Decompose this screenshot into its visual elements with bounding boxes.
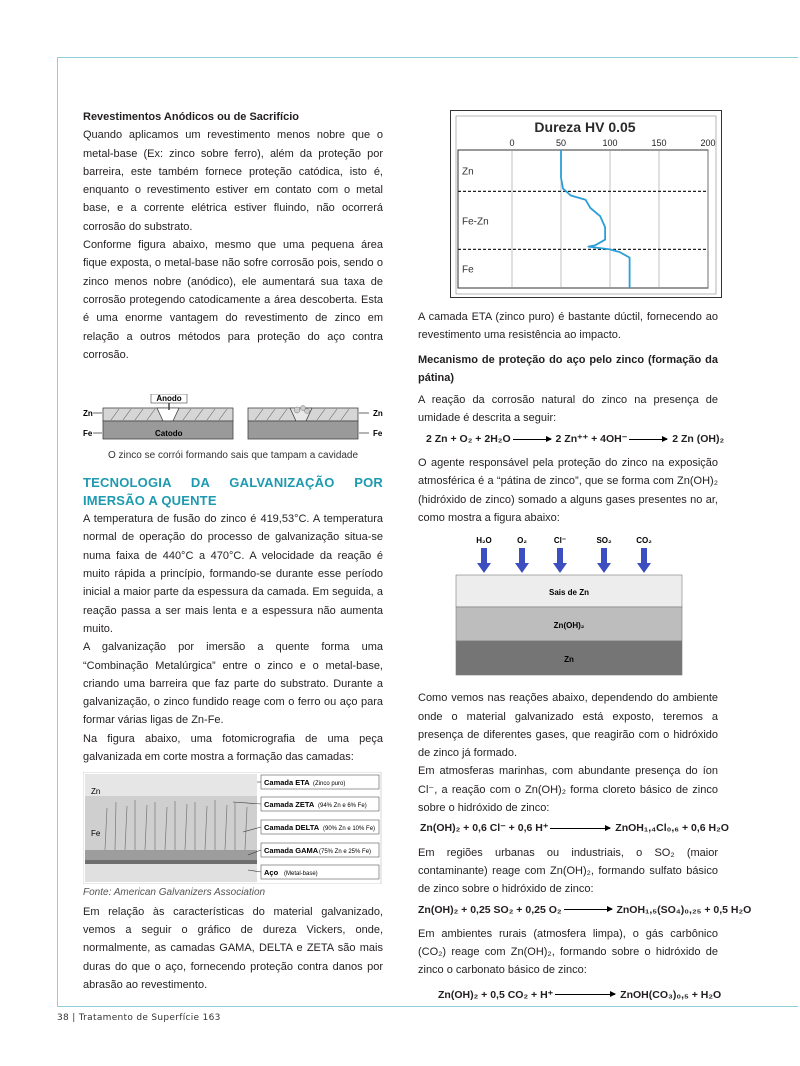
layer-label: Zn(OH)₂ bbox=[553, 621, 585, 631]
eq3-right: ZnOH₁,₅(SO₄)₀,₂₅ + 0,5 H₂O bbox=[616, 903, 752, 916]
right-column bbox=[418, 108, 752, 1010]
gas-label: CO₂ bbox=[636, 536, 652, 546]
cathodic-protection-figure bbox=[83, 394, 383, 474]
reaction-arrow-icon bbox=[564, 909, 612, 910]
layer-detail: (75% Zn e 25% Fe) bbox=[319, 849, 372, 856]
fe-label-right: Fe bbox=[373, 429, 383, 439]
x-tick-label: 150 bbox=[651, 138, 667, 148]
micro-fe-label: Fe bbox=[91, 829, 101, 839]
layer-name: Camada DELTA bbox=[264, 823, 320, 833]
zone-label: Fe-Zn bbox=[462, 216, 489, 228]
fig1-caption: O zinco se corrói formando sais que tampam a cavidade bbox=[107, 450, 359, 462]
section-heading-anodic: Revestimentos Anódicos ou de Sacrifício bbox=[83, 111, 299, 123]
section-heading-galvanization: TECNOLOGIA DA GALVANIZAÇÃO POR IMERSÃO A QUENTE bbox=[83, 475, 383, 509]
paragraph: A temperatura de fusão do zinco é 419,53°C. A temperatura normal de operação do processo de galvanização situa-se numa faixa de 440°C a 470°C. A velocidade da reação é muito rápida a princípio, formando-se durante esse período inicial a maior parte da espessura da camada. Em seguida, a reação passa a ser mais lenta e a espessura não aumenta muito. bbox=[83, 513, 383, 635]
layer-detail: (90% Zn e 10% Fe) bbox=[323, 826, 376, 833]
equation-4 bbox=[438, 986, 722, 1004]
down-arrow-icon bbox=[637, 548, 651, 573]
eq4-left: Zn(OH)₂ + 0,5 CO₂ + H⁺ bbox=[438, 988, 554, 1001]
eq3-left: Zn(OH)₂ + 0,25 SO₂ + 0,25 O₂ bbox=[418, 903, 562, 916]
catodo-label: Catodo bbox=[155, 429, 183, 439]
fe-label-left: Fe bbox=[83, 429, 93, 439]
down-arrow-icon bbox=[515, 548, 529, 573]
layer-name: Camada GAMA bbox=[264, 846, 319, 856]
layer-detail: (Metal-base) bbox=[284, 871, 318, 878]
hardness-chart bbox=[450, 110, 722, 298]
page-footer: 38 | Tratamento de Superfície 163 bbox=[57, 1013, 221, 1023]
gas-label: Cl⁻ bbox=[553, 536, 567, 546]
paragraph: Em ambientes rurais (atmosfera limpa), o gás carbônico (CO₂) reage com Zn(OH)₂, formando sobre o hidróxido de zinco o carbonato básico de zinco: bbox=[418, 927, 718, 977]
x-tick-label: 50 bbox=[555, 138, 567, 148]
eq4-right: ZnOH(CO₃)₀,₅ + H₂O bbox=[620, 988, 722, 1001]
paragraph: Quando aplicamos um revestimento menos nobre que o metal-base (Ex: zinco sobre ferro), além da proteção por barreira, este também fornece proteção catódica, isto é, enquanto o revestimento estiver em contato com o metal base, e a corrente elétrica estiver fluindo, não ocorrerá corrosão do substrato. bbox=[83, 129, 383, 233]
layer-detail: (94% Zn e 6% Fe) bbox=[318, 803, 367, 810]
reaction-arrow-icon bbox=[513, 439, 551, 440]
eq2-left: Zn(OH)₂ + 0,6 Cl⁻ + 0,6 H⁺ bbox=[420, 822, 549, 835]
layer-detail: (Zinco puro) bbox=[313, 781, 346, 788]
layer-label: Sais de Zn bbox=[548, 588, 590, 598]
paragraph: Em relação às características do material galvanizado, vemos a seguir o gráfico de dureza Vickers, onde, normalmente, as camadas GAMA, DELTA e ZETA são mais duras do que o aço, fornecendo proteção contra danos por abrasão ao revestimento. bbox=[83, 905, 383, 991]
down-arrow-icon bbox=[553, 548, 567, 573]
paragraph: O agente responsável pela proteção do zinco na exposição atmosférica é a “pátina de zinco”, que se forma com Zn(OH)₂ (hidróxido de zinco) somado a alguns gases presentes no ar, como mostra a figura abaixo: bbox=[418, 457, 718, 524]
paragraph: Em regiões urbanas ou industriais, o SO₂ (maior contaminante) reage com Zn(OH)₂, formando sulfato básico de zinco sobre o hidróxido de zinco: bbox=[418, 846, 718, 896]
paragraph: Em atmosferas marinhas, com abundante presença do íon Cl⁻, a reação com o Zn(OH)₂ forma cloreto básico de zinco sobre o hidróxido de zinco: bbox=[418, 765, 718, 815]
equation-3 bbox=[418, 901, 752, 919]
layer-label: Zn bbox=[564, 655, 574, 665]
equation-2 bbox=[420, 819, 729, 837]
paragraph: Na figura abaixo, uma fotomicrografia de uma peça galvanizada em corte mostra a formação das camadas: bbox=[83, 732, 383, 764]
eq1-mid: 2 Zn⁺⁺ + 4OH⁻ bbox=[555, 432, 628, 445]
x-tick-label: 100 bbox=[602, 138, 618, 148]
section-heading-mechanism: Mecanismo de proteção do aço pelo zinco (formação da pátina) bbox=[418, 353, 718, 384]
gas-label: SO₂ bbox=[596, 536, 612, 546]
micrograph-figure bbox=[83, 772, 383, 884]
paragraph: Conforme figura abaixo, mesmo que uma pequena área fique exposta, o metal-base não sofre corrosão pois, sendo o zinco menos nobre (anódico), ele aumentará sua taxa de corrosão protegendo catodicamente a área descoberta. Esta é uma enorme vantagem do revestimento de zinco em relação a outros métodos para proteção do aço contra corrosão. bbox=[83, 239, 383, 361]
chart-title: Dureza HV 0.05 bbox=[534, 119, 636, 135]
gas-label: O₂ bbox=[517, 536, 527, 546]
eq1-left: 2 Zn + O₂ + 2H₂O bbox=[426, 432, 511, 445]
zone-label: Zn bbox=[462, 166, 474, 178]
paragraph: Como vemos nas reações abaixo, dependendo do ambiente onde o material galvanizado está exposto, teremos a presença de diferentes gases, que reagirão com o hidróxido de zinco já formado. bbox=[418, 692, 718, 760]
paragraph: A galvanização por imersão a quente forma uma “Combinação Metalúrgica” entre o zinco e o metal-base, criando uma barreira que faz parte do substrato. Durante a galvanização, o zinco fundido reage com o ferro ou aço para formar várias ligas de Zn-Fe. bbox=[83, 641, 383, 727]
micro-zn-label: Zn bbox=[91, 787, 101, 797]
anodo-label: Anodo bbox=[156, 394, 182, 404]
reaction-arrow-icon bbox=[550, 828, 610, 829]
left-column bbox=[83, 108, 383, 994]
gas-label: H₂O bbox=[476, 536, 492, 546]
eq1-right: 2 Zn (OH)₂ bbox=[672, 432, 725, 445]
zn-label-left: Zn bbox=[83, 409, 93, 419]
eq2-right: ZnOH₁,₄Cl₀,₆ + 0,6 H₂O bbox=[615, 822, 729, 835]
equation-1 bbox=[426, 430, 725, 448]
reaction-arrow-icon bbox=[555, 994, 615, 995]
reaction-arrow-icon bbox=[629, 439, 667, 440]
paragraph: A reação da corrosão natural do zinco na presença de umidade é descrita a seguir: bbox=[418, 394, 718, 425]
micrograph-source: Fonte: American Galvanizers Association bbox=[83, 887, 266, 899]
layer-name: Aço bbox=[264, 868, 279, 878]
down-arrow-icon bbox=[597, 548, 611, 573]
zn-label-right: Zn bbox=[373, 409, 383, 419]
down-arrow-icon bbox=[477, 548, 491, 573]
x-tick-label: 200 bbox=[700, 138, 716, 148]
x-tick-label: 0 bbox=[509, 138, 515, 148]
paragraph: A camada ETA (zinco puro) é bastante dúctil, fornecendo ao revestimento uma resistência ao impacto. bbox=[418, 311, 718, 342]
layer-name: Camada ZETA bbox=[264, 800, 315, 810]
patina-figure bbox=[418, 533, 718, 681]
zone-label: Fe bbox=[462, 264, 474, 276]
layer-name: Camada ETA bbox=[264, 778, 310, 788]
